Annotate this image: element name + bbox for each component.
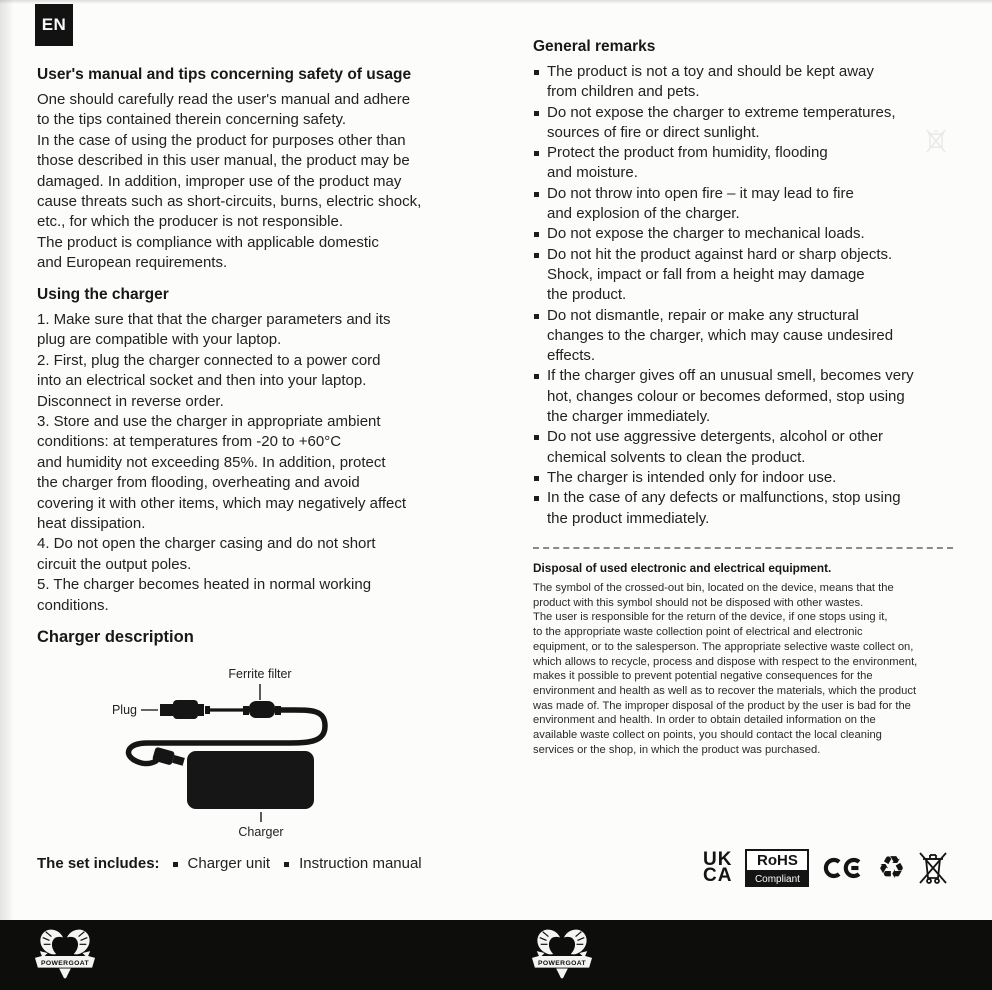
list-item [533,488,973,529]
ce-mark-icon [822,854,864,882]
ukca-line1: UK [703,849,733,870]
list-item-text: In the case of any defects or malfunctions, stop using the product immediately. [547,489,901,527]
list-item-text: Do not expose the charger to extreme temperatures, sources of fire or direct sunlight. [547,103,896,141]
bullet-square-icon [534,151,539,156]
list-item-text: Do not expose the charger to mechanical loads. [547,225,865,243]
bullet-square-icon [534,111,539,116]
set-includes-item: Charger unit [187,855,271,872]
charger-body-icon [187,751,314,809]
bullet-square-icon [534,314,539,319]
dashed-divider [533,547,953,549]
rohs-badge [745,849,809,887]
list-item [533,366,973,427]
set-includes-item: Instruction manual [299,855,422,872]
list-item [533,245,973,306]
bullet-square-icon [534,435,539,440]
ukca-mark [703,849,733,886]
safety-section-body: One should carefully read the user's manual and adhere to the tips contained therein concerning safety. In the case of using the product for purposes other than those described in this user manual, the product may be damaged. In addition, improper use of the product may cause threats such as short-circuits, burns, electric shock, etc., for which the producer is not responsible. The product is compliance with applicable domestic and European requirements. [37,91,422,272]
list-item [533,427,973,468]
list-item [533,468,973,488]
safety-section-heading: User's manual and tips concerning safety of usage [37,66,412,83]
plug-icon [160,700,210,719]
disposal-heading: Disposal of used electronic and electrical equipment. [533,561,832,575]
set-includes-line [37,855,477,872]
crossed-out-bin-icon [918,850,948,886]
ukca-line2: CA [703,865,733,886]
powergoat-brand-text: POWERGOAT [40,960,90,968]
list-item-text: The product is not a toy and should be kept away from children and pets. [547,63,874,101]
bullet-square-icon [534,232,539,237]
charger-diagram [37,656,477,848]
bullet-square-icon [534,476,539,481]
set-includes-label: The set includes: [37,855,160,872]
list-item-text: Do not use aggressive detergents, alcohol or other chemical solvents to clean the product. [547,428,884,466]
bullet-square-icon [534,192,539,197]
bullet-square-icon [173,862,178,867]
powergoat-logo-icon [531,925,593,983]
usage-section-heading: Using the charger [37,286,169,303]
charger-label: Charger [238,825,284,839]
bullet-square-icon [534,496,539,501]
plug-label: Plug [111,703,137,717]
bullet-square-icon [534,253,539,258]
list-item-text: Protect the product from humidity, flooding and moisture. [547,144,828,182]
bullet-square-icon [284,862,289,867]
powergoat-brand-text: POWERGOAT [537,960,587,968]
scan-edge-shadow-top [0,0,992,4]
rohs-subtitle: Compliant [745,872,809,887]
list-item [533,143,973,184]
list-item [533,62,973,103]
dc-plug-icon [152,747,186,769]
list-item-text: If the charger gives off an unusual smell, becomes very hot, changes colour or becomes deformed, stop using the charger immediately. [547,367,914,426]
bullet-square-icon [534,70,539,75]
language-badge-label: EN [41,15,67,34]
scan-edge-shadow-left [0,0,14,990]
description-section-heading: Charger description [37,628,194,646]
list-item-text: Do not hit the product against hard or sharp objects. Shock, impact or fall from a height may damage the product. [547,245,893,304]
bullet-square-icon [534,374,539,379]
language-badge [35,4,73,46]
ferrite-filter-label: Ferrite filter [228,667,292,681]
list-item [533,224,973,244]
rohs-title: RoHS [745,849,809,872]
usage-section-body: 1. Make sure that that the charger parameters and its plug are compatible with your laptop. 2. First, plug the charger connected to a power cord into an electrical socket and then into your laptop. Disconnect in reverse order. 3. Store and use the charger in appropriate ambient conditions: at temperatures from -20 to +60°C and humidity not exceeding 85%. In addition, protect the charger from flooding, overheating and avoid covering it with other items, which may negatively affect heat dissipation. 4. Do not open the charger casing and do not short circuit the output poles. 5. The charger becomes heated in normal working conditions. [37,311,407,614]
recycling-symbol-icon: ♻ [877,850,906,886]
list-item-text: The charger is intended only for indoor use. [547,468,837,486]
general-remarks-list [533,62,973,529]
list-item [533,103,973,144]
list-item [533,306,973,367]
list-item [533,184,973,225]
ferrite-filter-icon [243,701,281,718]
powergoat-logo-icon [34,925,96,983]
general-remarks-heading: General remarks [533,38,656,55]
footer-bar [0,920,992,990]
list-item-text: Do not dismantle, repair or make any structural changes to the charger, which may cause undesired effects. [547,306,894,365]
list-item-text: Do not throw into open fire – it may lead to fire and explosion of the charger. [547,184,854,223]
certification-marks-row [703,845,965,891]
disposal-body: The symbol of the crossed-out bin, located on the device, means that the product with this symbol should not be disposed with other wastes. The user is responsible for the return of the device, if one stops using it, to the appropriate waste collection point of electrical and electronic equipment, or to the salesperson. The appropriate selective waste collect on, which allows to recycle, process and dispose with respect to the environment, makes it possible to prevent potential negative consequences for the environment and health as well as to recover the materials, which the product was made of. The improper disposal of the product by the user is bad for the environment and health. In order to obtain detailed information on the available waste collect on points, you should contact the local cleaning services or the shop, in which the product was purchased. [533,582,918,756]
